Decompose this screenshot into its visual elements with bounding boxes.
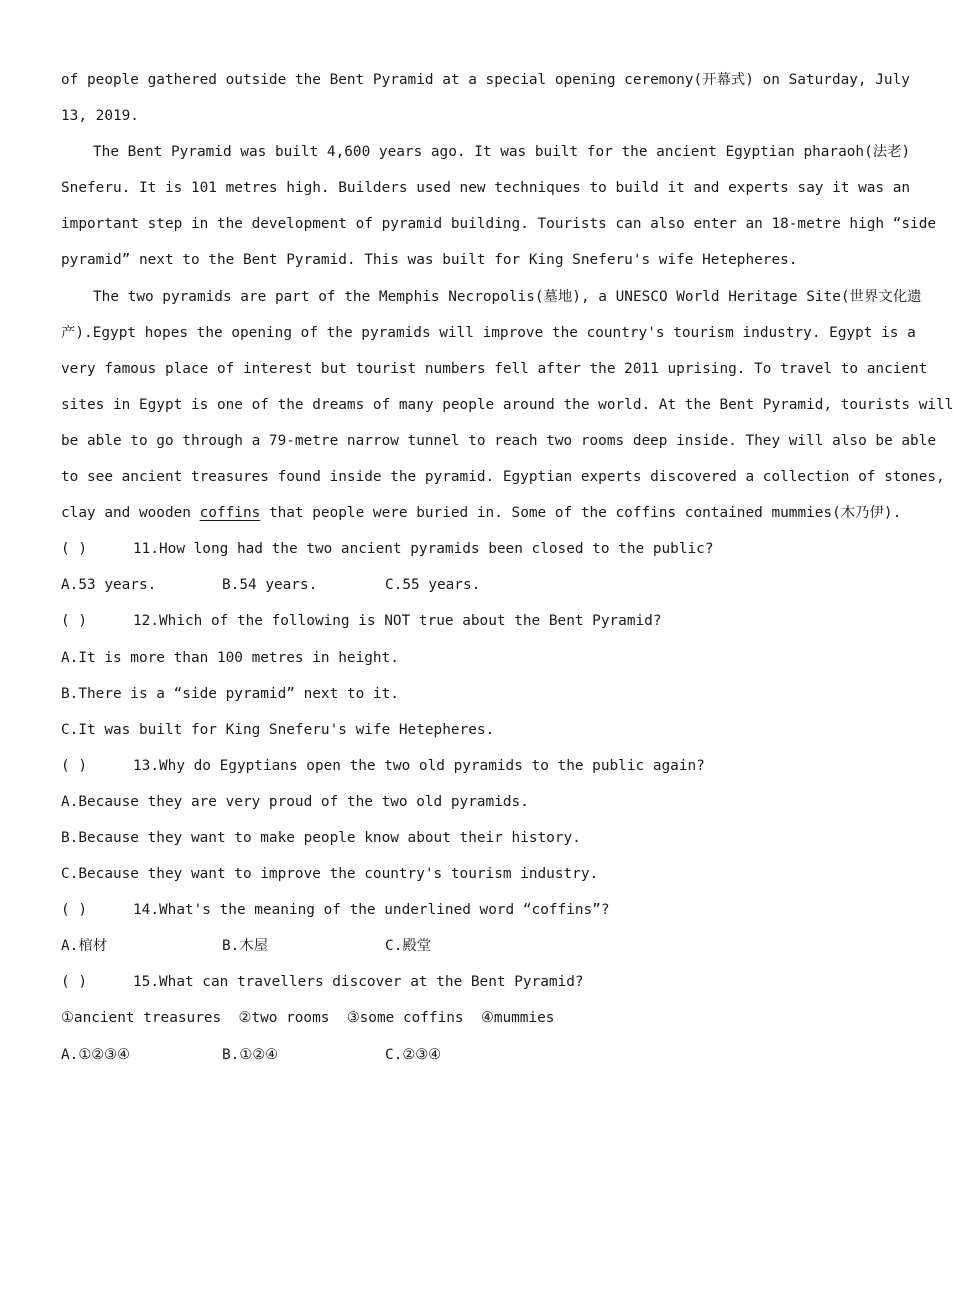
option-a[interactable]: A.棺材 (61, 938, 108, 955)
option-a[interactable]: A.Because they are very proud of the two old pyramids. (61, 793, 529, 810)
option-c[interactable]: C.殿堂 (385, 938, 432, 955)
question-stem: 11.How long had the two ancient pyramids been closed to the public? (133, 541, 714, 558)
answer-blank[interactable]: ( ) (61, 541, 87, 558)
question-13 (61, 748, 861, 784)
option-c[interactable]: C.Because they want to improve the country's tourism industry. (61, 866, 599, 883)
answer-blank[interactable]: ( ) (61, 757, 87, 774)
passage-line: Sneferu. It is 101 metres high. Builders used new techniques to build it and experts say it was an (61, 180, 911, 197)
option-b[interactable]: B.Because they want to make people know about their history. (61, 829, 581, 846)
question-11-options (61, 567, 861, 603)
option-b[interactable]: B.①②④ (222, 1046, 279, 1063)
passage-line: of people gathered outside the Bent Pyramid at a special opening ceremony(开幕式) on Saturday, July (61, 72, 910, 88)
option-a[interactable]: A.53 years. (61, 577, 157, 594)
passage-line (61, 495, 902, 531)
question-stem: 13.Why do Egyptians open the two old pyramids to the public again? (133, 757, 705, 774)
passage-line: 13, 2019. (61, 108, 139, 125)
question-14-options (61, 928, 861, 964)
passage-text: that people were buried in. Some of the coffins contained mummies(木乃伊). (260, 505, 902, 522)
question-12 (61, 603, 861, 639)
question-11 (61, 531, 861, 567)
option-b[interactable]: B.木屋 (222, 938, 269, 955)
worksheet-page (61, 62, 953, 1073)
option-b[interactable]: B.54 years. (222, 577, 318, 594)
option-c[interactable]: C.55 years. (385, 577, 481, 594)
question-stem: 15.What can travellers discover at the Bent Pyramid? (133, 974, 584, 991)
passage-line: important step in the development of pyramid building. Tourists can also enter an 18-metre high “side (61, 216, 937, 233)
question-15-options (61, 1037, 861, 1073)
underlined-word-coffins: coffins (199, 505, 261, 522)
passage-line: 产).Egypt hopes the opening of the pyramids will improve the country's tourism industry. Egypt is a (61, 324, 916, 341)
passage-line: The Bent Pyramid was built 4,600 years ago. It was built for the ancient Egyptian pharaoh(法老) (93, 144, 911, 161)
answer-blank[interactable]: ( ) (61, 902, 87, 919)
answer-blank[interactable]: ( ) (61, 974, 87, 991)
passage-line: The two pyramids are part of the Memphis Necropolis(墓地), a UNESCO World Heritage Site(世界文化遗 (93, 288, 922, 305)
question-15 (61, 964, 861, 1000)
passage-line: pyramid” next to the Bent Pyramid. This was built for King Sneferu's wife Hetepheres. (61, 252, 798, 269)
option-c[interactable]: C.It was built for King Sneferu's wife Hetepheres. (61, 721, 495, 738)
passage-line: be able to go through a 79-metre narrow tunnel to reach two rooms deep inside. They will also be able (61, 432, 937, 449)
question-stem: 14.What's the meaning of the underlined word “coffins”? (133, 902, 610, 919)
passage-line: to see ancient treasures found inside the pyramid. Egyptian experts discovered a collection of stones, (61, 469, 945, 486)
passage-line: sites in Egypt is one of the dreams of many people around the world. At the Bent Pyramid, tourists will (61, 396, 953, 413)
option-a[interactable]: A.It is more than 100 metres in height. (61, 649, 399, 666)
passage-text: clay and wooden (61, 505, 200, 522)
passage-line: very famous place of interest but tourist numbers fell after the 2011 uprising. To travel to ancient (61, 360, 928, 377)
question-15-items: ①ancient treasures ②two rooms ③some coffins ④mummies (61, 1010, 555, 1027)
question-stem: 12.Which of the following is NOT true about the Bent Pyramid? (133, 613, 662, 630)
question-14 (61, 892, 861, 928)
answer-blank[interactable]: ( ) (61, 613, 87, 630)
option-b[interactable]: B.There is a “side pyramid” next to it. (61, 685, 399, 702)
option-c[interactable]: C.②③④ (385, 1046, 442, 1063)
option-a[interactable]: A.①②③④ (61, 1046, 130, 1063)
